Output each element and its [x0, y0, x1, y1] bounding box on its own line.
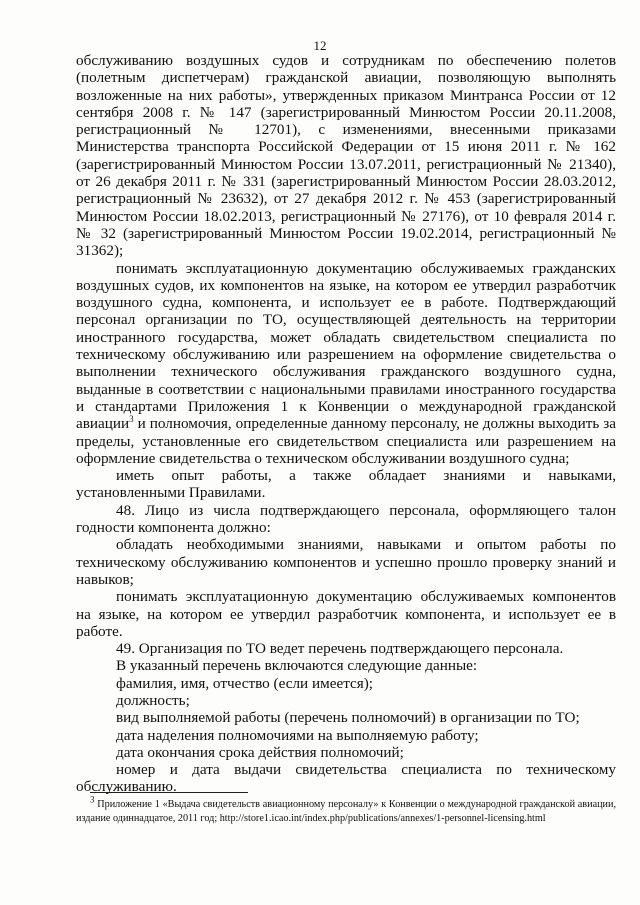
paragraph: понимать эксплуатационную документацию обслуживаемых компонентов на языке, на котором ее утвердил разработчик компонента, и использует ее в работе. [76, 588, 616, 640]
list-item: номер и дата выдачи свидетельства специалиста по техническому обслуживанию. [76, 761, 616, 796]
list-item: фамилия, имя, отчество (если имеется); [116, 674, 374, 692]
paragraph: В указанный перечень включаются следующие данные: [116, 657, 478, 675]
paragraph: 49. Организация по ТО ведет перечень подтверждающего персонала. [116, 640, 564, 658]
paragraph: обслуживанию воздушных судов и сотрудникам по обеспечению полетов (полетным диспетчерам) гражданской авиации, позволяющую выполнять возложенные на них работы», утвержденных приказом Минтранса России от 12 сентября 2008 г. № 147 (зарегистрированный Минюстом России 20.11.2008, регистрационный № 12701), с изменениями, внесенными приказами Министерства транспорта Российской Федерации от 15 июня 2011 г. № 162 (зарегистрированный Минюстом России 13.07.2011, регистрационный № 21340), от 26 декабря 2011 г. № 331 (зарегистрированный Минюстом России 28.03.2012, регистрационный № 23632), от 27 декабря 2012 г. № 453 (зарегистрированный Минюстом России 18.02.2013, регистрационный № 27176), от 10 февраля 2014 г. № 32 (зарегистрированный Минюстом России 19.02.2014, регистрационный № 31362); [76, 52, 616, 260]
footnote-reference: 3 [129, 414, 134, 425]
footnote-mark: 3 [90, 794, 95, 805]
document-body [76, 52, 616, 796]
paragraph: иметь опыт работы, а также обладает знаниями и навыками, установленными Правилами. [76, 467, 616, 502]
list-item: должность; [116, 691, 190, 709]
paragraph: обладать необходимыми знаниями, навыками и опытом работы по техническому обслуживанию компонентов и успешно прошло проверку знаний и навыков; [76, 536, 616, 588]
page-number: 12 [313, 38, 327, 53]
paragraph-text: понимать эксплуатационную документацию обслуживаемых гражданских воздушных судов, их компонентов на языке, на котором ее утвердил разработчик воздушного судна, компонента, и использует ее в работе. Подтверждающий персонал организации по ТО, осуществляющей деятельность на территории иностранного государства, может обладать свидетельством специалиста по техническому обслуживанию или разрешением на оформление свидетельства о выполнении технического обслуживания гражданского воздушного судна, выданные в соответствии с национальными правилами иностранного государства и стандартами Приложения 1 к Конвенции о международной гражданской авиации [76, 259, 616, 433]
footnote-divider [90, 792, 248, 793]
list-item: дата наделения полномочиями на выполняемую работу; [116, 726, 479, 744]
footnote [76, 794, 616, 825]
paragraph-text: и полномочия, определенные данному персоналу, не должны выходить за пределы, установленные его свидетельством специалиста или разрешением на оформление свидетельства о техническом обслуживании воздушного судна; [76, 415, 616, 467]
paragraph: 48. Лицо из числа подтверждающего персонала, оформляющего талон годности компонента должно: [76, 501, 616, 537]
list-item: дата окончания срока действия полномочий; [116, 743, 404, 761]
footnote-text: Приложение 1 «Выдача свидетельств авиационному персоналу» к Конвенции о международной гражданской авиации, издание одиннадцатое, 2011 год; http://store1.icao.int/index.php/publications/annexes/1-personnel-licensing.html [76, 799, 616, 824]
list-item: вид выполняемой работы (перечень полномочий) в организации по ТО; [116, 709, 580, 727]
paragraph [76, 260, 616, 468]
